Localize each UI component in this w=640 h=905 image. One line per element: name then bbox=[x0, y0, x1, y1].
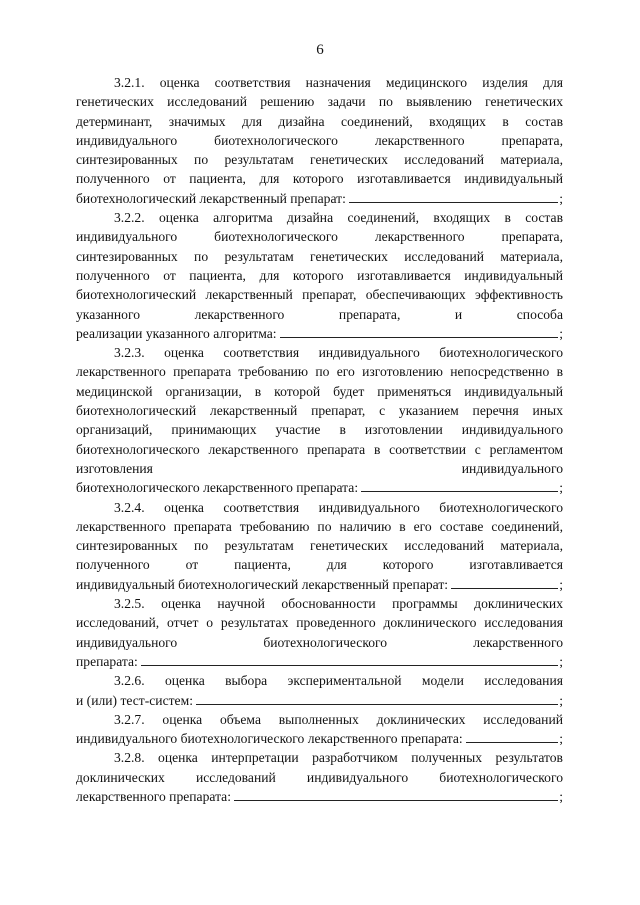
clause-text: 3.2.3. оценка соответствия индивидуального биотехнологического лекарственного препарата требованию по его изготовлению непосредственно в медицинской организации, в которой будет применяться индивидуальный биотехнологический лекарственный препарат, с указанием перечня иных организаций, принимающих участие в изготовлении индивидуального биотехнологического лекарственного препарата в соответствии с регламентом изготовления индивидуального bbox=[76, 345, 563, 476]
clause-number: 3.2.5. bbox=[114, 596, 145, 612]
clause-text: 3.2.1. оценка соответствия назначения медицинского изделия для генетических исследований решению задачи по выявлению генетических детерминант, значимых для дизайна соединений, входящих в состав индивидуального биотехнологического лекарственного препарата, синтезированных по результатам генетических исследований материала, полученного от пациента, для которого изготавливается индивидуальный bbox=[76, 75, 563, 187]
fill-in-blank[interactable] bbox=[466, 742, 559, 743]
clause-last-line: индивидуальный биотехнологический лекарственный препарат: ; bbox=[76, 575, 563, 594]
clause-number: 3.2.3. bbox=[114, 345, 145, 361]
clause-number: 3.2.6. bbox=[114, 673, 145, 689]
clause-text: 3.2.4. оценка соответствия индивидуального биотехнологического лекарственного препарата требованию по наличию в его составе соединений, синтезированных по результатам генетических исследований материала, полученного от пациента, для которого изготавливается bbox=[76, 499, 563, 573]
fill-in-blank[interactable] bbox=[234, 800, 558, 801]
clause-3-2-1 bbox=[76, 73, 563, 208]
fill-in-blank[interactable] bbox=[196, 704, 558, 705]
clause-text: 3.2.6. оценка выбора экспериментальной модели исследования bbox=[114, 673, 563, 689]
clause-text: 3.2.7. оценка объема выполненных доклинических исследований bbox=[114, 711, 563, 727]
clause-number: 3.2.8. bbox=[114, 750, 145, 766]
clause-tail: и (или) тест-систем: bbox=[76, 692, 193, 708]
clause-3-2-3 bbox=[76, 343, 563, 497]
fill-in-blank[interactable] bbox=[451, 588, 558, 589]
clause-text: 3.2.8. оценка интерпретации разработчиком полученных результатов доклинических исследований индивидуального биотехнологического bbox=[76, 750, 563, 785]
document-body bbox=[76, 73, 563, 806]
clause-3-2-5 bbox=[76, 594, 563, 671]
page-number: 6 bbox=[316, 42, 324, 58]
clause-3-2-7 bbox=[76, 710, 563, 749]
clause-text: 3.2.2. оценка алгоритма дизайна соединений, входящих в состав индивидуального биотехнологического лекарственного препарата, синтезированных по результатам генетических исследований материала, полученного от пациента, для которого изготавливается индивидуальный биотехнологический лекарственный препарат, обеспечивающих эффективность указанного лекарственного препарата, и способа bbox=[76, 210, 563, 322]
clause-last-line: реализации указанного алгоритма: ; bbox=[76, 324, 563, 343]
clause-tail: реализации указанного алгоритма: bbox=[76, 325, 277, 341]
clause-tail: биотехнологического лекарственного препарата: bbox=[76, 480, 359, 496]
clause-last-line: биотехнологического лекарственного препарата: ; bbox=[76, 478, 563, 497]
fill-in-blank[interactable] bbox=[361, 491, 558, 492]
clause-3-2-8 bbox=[76, 748, 563, 806]
fill-in-blank[interactable] bbox=[280, 337, 559, 338]
clause-text: 3.2.5. оценка научной обоснованности программы доклинических исследований, отчет о результатах проведенного доклинического исследования индивидуального биотехнологического лекарственного bbox=[76, 596, 563, 650]
fill-in-blank[interactable] bbox=[141, 665, 558, 666]
clause-tail: препарата: bbox=[76, 653, 138, 669]
clause-number: 3.2.4. bbox=[114, 499, 145, 515]
clause-3-2-4 bbox=[76, 498, 563, 594]
clause-tail: лекарственного препарата: bbox=[76, 788, 231, 804]
clause-3-2-2 bbox=[76, 208, 563, 343]
clause-last-line: препарата: ; bbox=[76, 652, 563, 671]
clause-3-2-6 bbox=[76, 671, 563, 710]
clause-tail: индивидуального биотехнологического лекарственного препарата: bbox=[76, 731, 463, 747]
clause-number: 3.2.1. bbox=[114, 75, 145, 90]
clause-last-line: и (или) тест-систем: ; bbox=[76, 691, 563, 710]
fill-in-blank[interactable] bbox=[349, 202, 558, 203]
clause-last-line: биотехнологический лекарственный препарат: ; bbox=[76, 189, 563, 208]
clause-tail: индивидуальный биотехнологический лекарственный препарат: bbox=[76, 576, 449, 592]
clause-tail: биотехнологический лекарственный препарат: bbox=[76, 190, 346, 206]
clause-last-line: индивидуального биотехнологического лекарственного препарата: ; bbox=[76, 729, 563, 748]
clause-number: 3.2.7. bbox=[114, 711, 145, 727]
clause-number: 3.2.2. bbox=[114, 210, 145, 226]
clause-last-line: лекарственного препарата: ; bbox=[76, 787, 563, 806]
